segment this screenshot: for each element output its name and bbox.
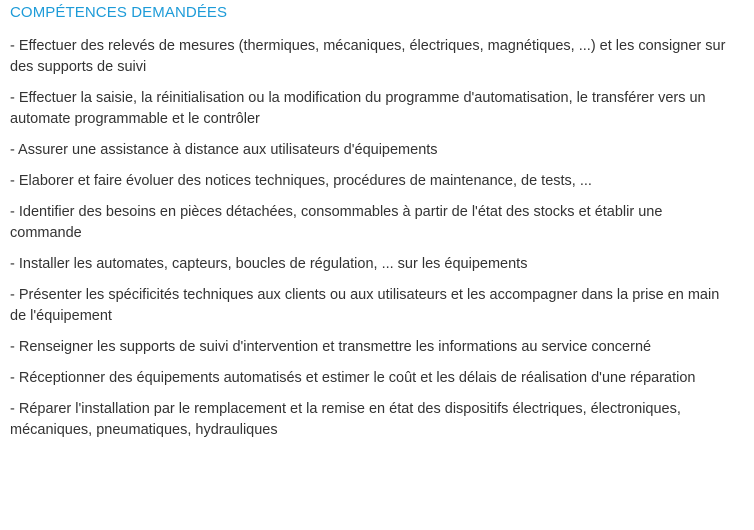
list-item: - Installer les automates, capteurs, boucles de régulation, ... sur les équipements [10, 256, 528, 272]
list-item: - Présenter les spécificités techniques aux clients ou aux utilisateurs et les accompagner dans la prise en main de l'équipement [10, 287, 720, 324]
list-item: - Effectuer la saisie, la réinitialisation ou la modification du programme d'automatisation, le transférer vers un automate programmable et le contrôler [10, 90, 706, 127]
list-item: - Assurer une assistance à distance aux utilisateurs d'équipements [10, 142, 438, 158]
list-item: - Effectuer des relevés de mesures (thermiques, mécaniques, électriques, magnétiques, ...) et les consigner sur des supports de suivi [10, 38, 726, 75]
skill-list [10, 36, 744, 441]
list-item: - Réceptionner des équipements automatisés et estimer le coût et les délais de réalisation d'une réparation [10, 370, 696, 386]
list-item: - Renseigner les supports de suivi d'intervention et transmettre les informations au service concerné [10, 339, 652, 355]
list-item: - Réparer l'installation par le remplacement et la remise en état des dispositifs électriques, électroniques, mécaniques, pneumatiques, hydrauliques [10, 401, 681, 438]
list-item: - Elaborer et faire évoluer des notices techniques, procédures de maintenance, de tests, ... [10, 173, 592, 189]
list-item: - Identifier des besoins en pièces détachées, consommables à partir de l'état des stocks et établir une commande [10, 204, 663, 241]
section-title: COMPÉTENCES DEMANDÉES [10, 4, 228, 21]
